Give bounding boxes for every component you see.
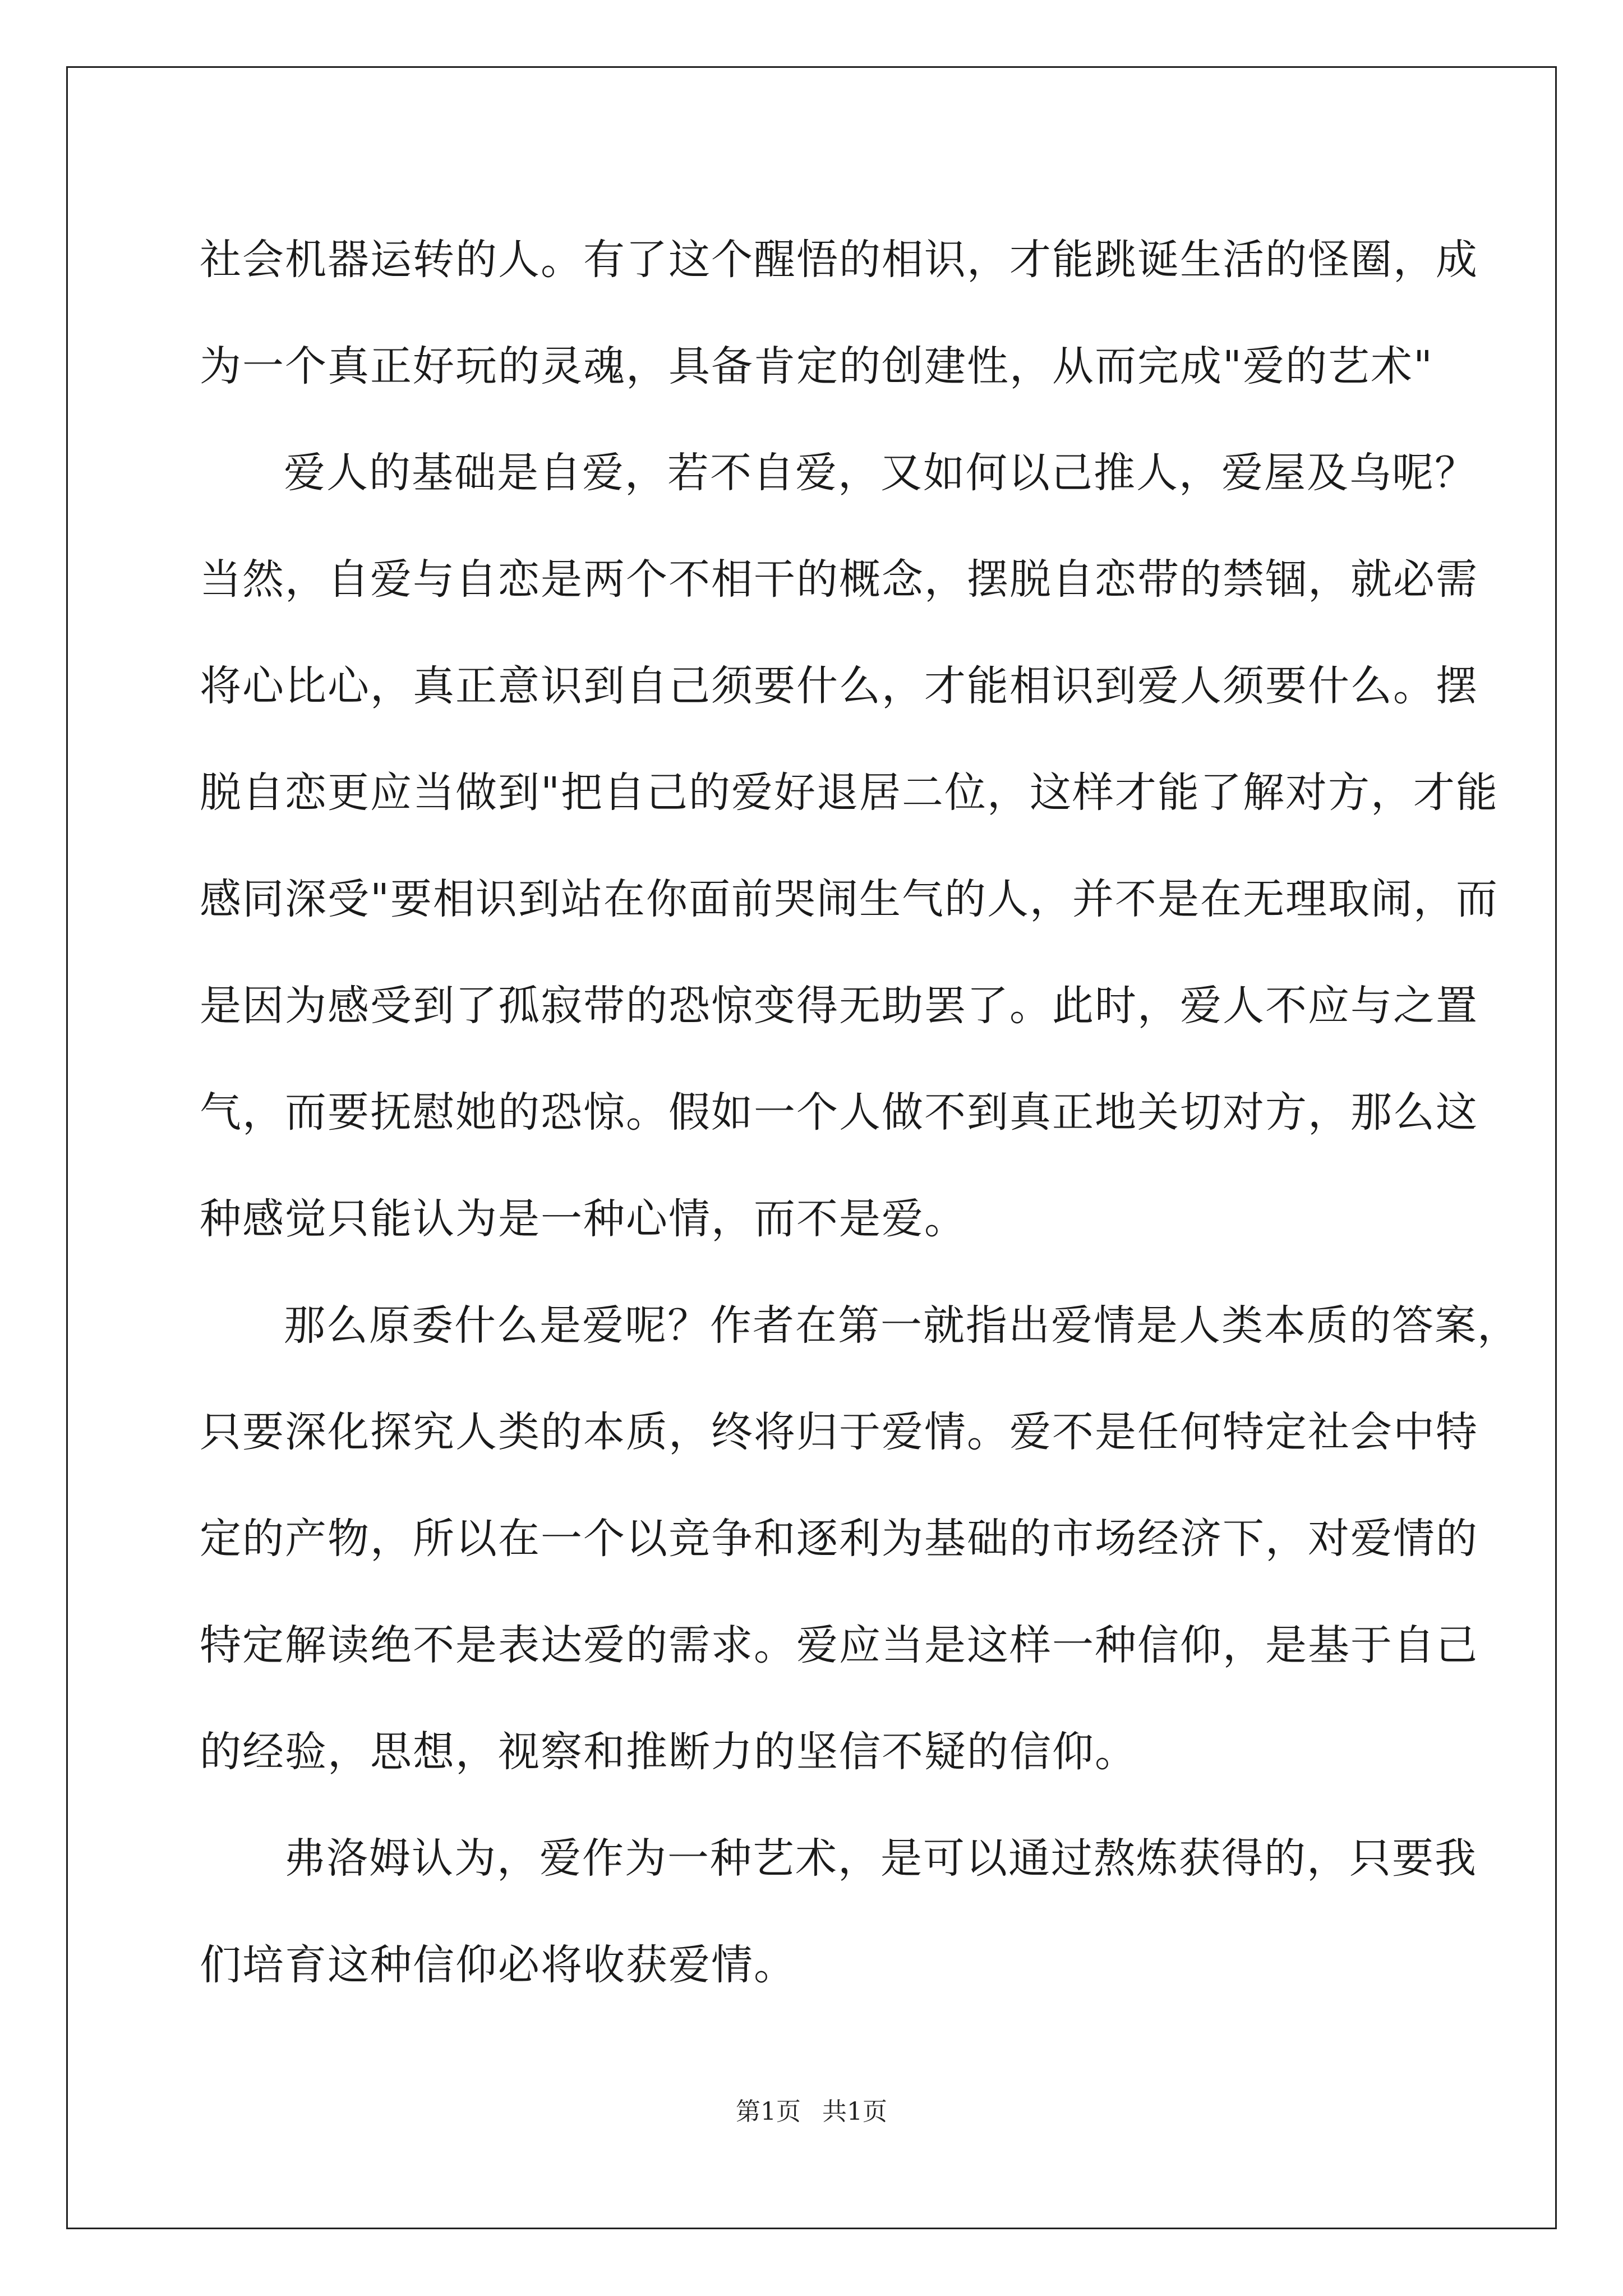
text-line-1: 社会机器运转的人。有了这个醒悟的相识，才能跳诞生活的怪圈，成 (200, 236, 1478, 284)
text-line-2: 为一个真正好玩的灵魂，具备肯定的创建性，从而完成"爱的艺术" (200, 342, 1434, 390)
text-line-10: 种感觉只能认为是一种心情，而不是爱。 (200, 1195, 967, 1243)
text-line-7: 感同深受"要相识到站在你面前哭闹生气的人，并不是在无理取闹，而 (200, 875, 1499, 923)
text-line-12: 只要深化探究人类的本质，终将归于爱情。爱不是任何特定社会中特 (200, 1408, 1478, 1456)
text-line-8: 是因为感受到了孤寂带的恐惊变得无助罢了。此时，爱人不应与之置 (200, 982, 1478, 1030)
text-line-16: 弗洛姆认为，爱作为一种艺术，是可以通过熬炼获得的，只要我 (284, 1834, 1477, 1883)
page-number-current: 第1页 (736, 2097, 801, 2126)
text-line-6: 脱自恋更应当做到"把自己的爱好退居二位，这样才能了解对方，才能 (200, 769, 1499, 817)
text-line-5: 将心比心，真正意识到自己须要什么，才能相识到爱人须要什么。摆 (200, 662, 1478, 710)
text-line-11: 那么原委什么是爱呢？作者在第一就指出爱情是人类本质的答案， (284, 1301, 1520, 1350)
text-line-14: 特定解读绝不是表达爱的需求。爱应当是这样一种信仰，是基于自己 (200, 1621, 1478, 1669)
page-number-total: 共1页 (822, 2097, 887, 2126)
text-line-9: 气，而要抚慰她的恐惊。假如一个人做不到真正地关切对方，那么这 (200, 1088, 1478, 1137)
document-body (200, 206, 1520, 2018)
text-line-17: 们培育这种信仰必将收获爱情。 (200, 1941, 796, 1989)
text-line-3: 爱人的基础是自爱，若不自爱，又如何以己推人，爱屋及乌呢？ (284, 449, 1477, 497)
text-line-15: 的经验，思想，视察和推断力的坚信不疑的信仰。 (200, 1728, 1137, 1776)
text-line-4: 当然，自爱与自恋是两个不相干的概念，摆脱自恋带的禁锢，就必需 (200, 555, 1478, 604)
page-footer (0, 2095, 1623, 2129)
text-line-13: 定的产物，所以在一个以竞争和逐利为基础的市场经济下，对爱情的 (200, 1515, 1478, 1563)
